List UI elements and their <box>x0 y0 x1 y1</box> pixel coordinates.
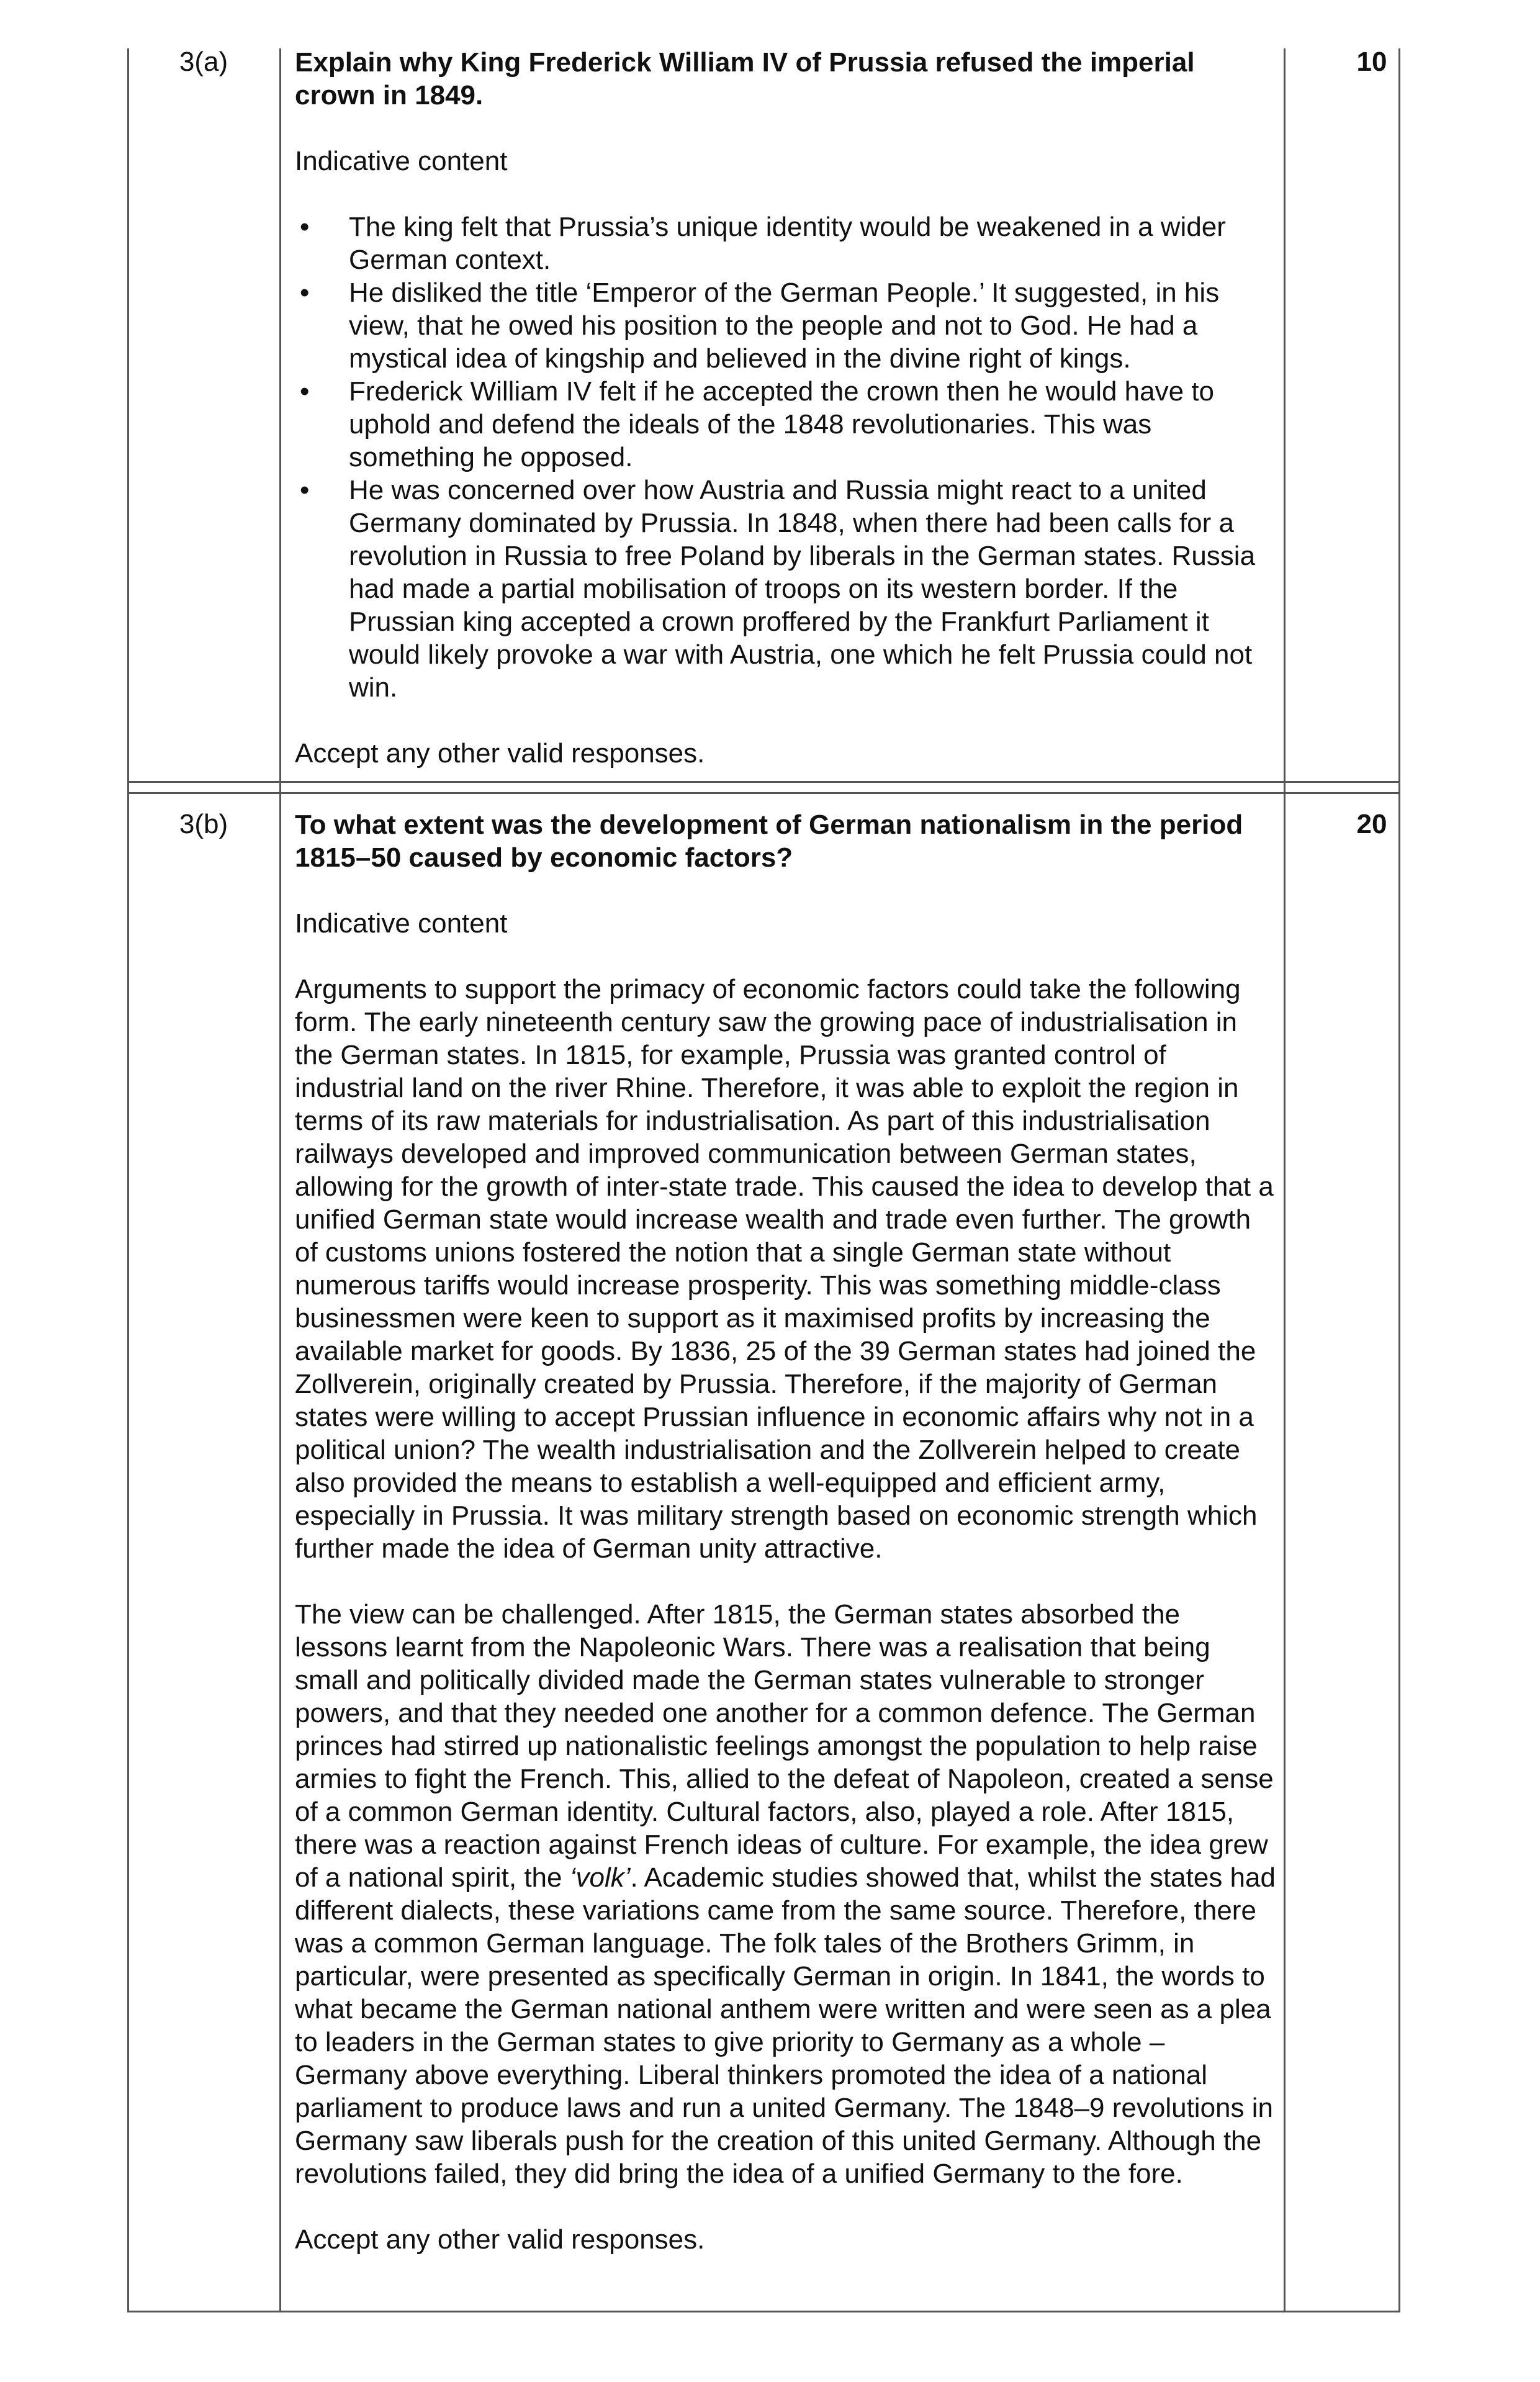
table-bottom-border <box>127 2311 1400 2312</box>
paragraph-counter-argument: The view can be challenged. After 1815, the German states absorbed the lessons learnt from the Napoleonic Wars. There was a realisation that being small and politically divided made the German states vulnerable to stronger powers, and that they needed one another for a common defence. The German princes had stirred up nationalistic feelings amongst the population to help raise armies to fight the French. This, allied to the defeat of Napoleon, created a sense of a common German identity. Cultural factors, also, played a role. After 1815, there was a reaction against French ideas of culture. For example, the idea grew of a national spirit, the ‘volk’. Academic studies showed that, whilst the states had different dialects, these variations came from the same source. Therefore, there was a common German language. The folk tales of the Brothers Grimm, in particular, were presented as specifically German in origin. In 1841, the words to what became the German national anthem were written and were seen as a plea to leaders in the German states to give priority to Germany as a whole – Germany above everything. Liberal thinkers promoted the idea of a national parliament to produce laws and run a united Germany. The 1848–9 revolutions in Germany saw liberals push for the creation of this united Germany. Although the revolutions failed, they did bring the idea of a unified Germany to the fore. <box>295 1599 1276 2189</box>
volk-term: ‘volk’ <box>569 1862 631 1893</box>
list-item: • The king felt that Prussia’s unique identity would be weakened in a wider German context. <box>300 212 1226 275</box>
column-divider-question <box>279 48 281 2312</box>
question-marks: 10 <box>1356 47 1387 77</box>
indicative-content-heading: Indicative content <box>295 146 508 176</box>
list-item: • He was concerned over how Austria and Russia might react to a united Germany dominated by Prussia. In 1848, when there had been calls for a revolution in Russia to free Poland by liberals in the German states. Russia had made a partial mobilisation of troops on its western border. If the Prussian king accepted a crown proffered by the Frankfurt Parliament it would likely provoke a war with Austria, one which he felt Prussia could not win. <box>300 475 1256 703</box>
list-item: • Frederick William IV felt if he accepted the crown then he would have to uphold and defend the ideals of the 1848 revolutionaries. This was something he opposed. <box>300 376 1215 472</box>
question-cell-3b <box>295 808 1276 2256</box>
bullet-icon: • <box>300 277 310 308</box>
paragraph-economic-factors: Arguments to support the primacy of economic factors could take the following form. The early nineteenth century saw the growing pace of industrialisation in the German states. In 1815, for example, Prussia was granted control of industrial land on the river Rhine. Therefore, it was able to exploit the region in terms of its raw materials for industrialisation. As part of this industrialisation railways developed and improved communication between German states, allowing for the growth of inter-state trade. This caused the idea to develop that a unified German state would increase wealth and trade even further. The growth of customs unions fostered the notion that a single German state without numerous tariffs would increase prosperity. This was something middle-class businessmen were keen to support as it maximised profits by increasing the available market for goods. By 1836, 25 of the 39 German states had joined the Zollverein, originally created by Prussia. Therefore, if the majority of German states were willing to accept Prussian influence in economic affairs why not in a political union? The wealth industrialisation and the Zollverein helped to create also provided the means to establish a well-equipped and efficient army, especially in Prussia. It was military strength based on economic strength which further made the idea of German unity attractive. <box>295 974 1274 1564</box>
question-marks: 20 <box>1356 809 1387 839</box>
table-right-border <box>1398 48 1400 2312</box>
list-item: • He disliked the title ‘Emperor of the German People.’ It suggested, in his view, that he owed his position to the people and not to God. He had a mystical idea of kingship and believed in the divine right of kings. <box>300 277 1220 374</box>
accept-note: Accept any other valid responses. <box>295 738 705 769</box>
row-divider-top <box>127 781 1400 783</box>
question-text: Explain why King Frederick William IV of Prussia refused the imperial crown in 1849. <box>295 47 1195 111</box>
row-divider-bottom <box>127 792 1400 794</box>
bullet-icon: • <box>300 475 310 505</box>
question-number: 3(b) <box>179 809 228 839</box>
column-divider-marks <box>1284 48 1286 2312</box>
question-cell-3a <box>295 46 1276 770</box>
bullet-list <box>295 210 1276 704</box>
question-number: 3(a) <box>179 47 228 77</box>
bullet-icon: • <box>300 212 310 242</box>
table-left-border <box>127 48 129 2312</box>
bullet-icon: • <box>300 376 310 407</box>
question-text: To what extent was the development of German nationalism in the period 1815–50 caused by economic factors? <box>295 810 1243 873</box>
indicative-content-heading: Indicative content <box>295 908 508 939</box>
accept-note: Accept any other valid responses. <box>295 2224 705 2255</box>
